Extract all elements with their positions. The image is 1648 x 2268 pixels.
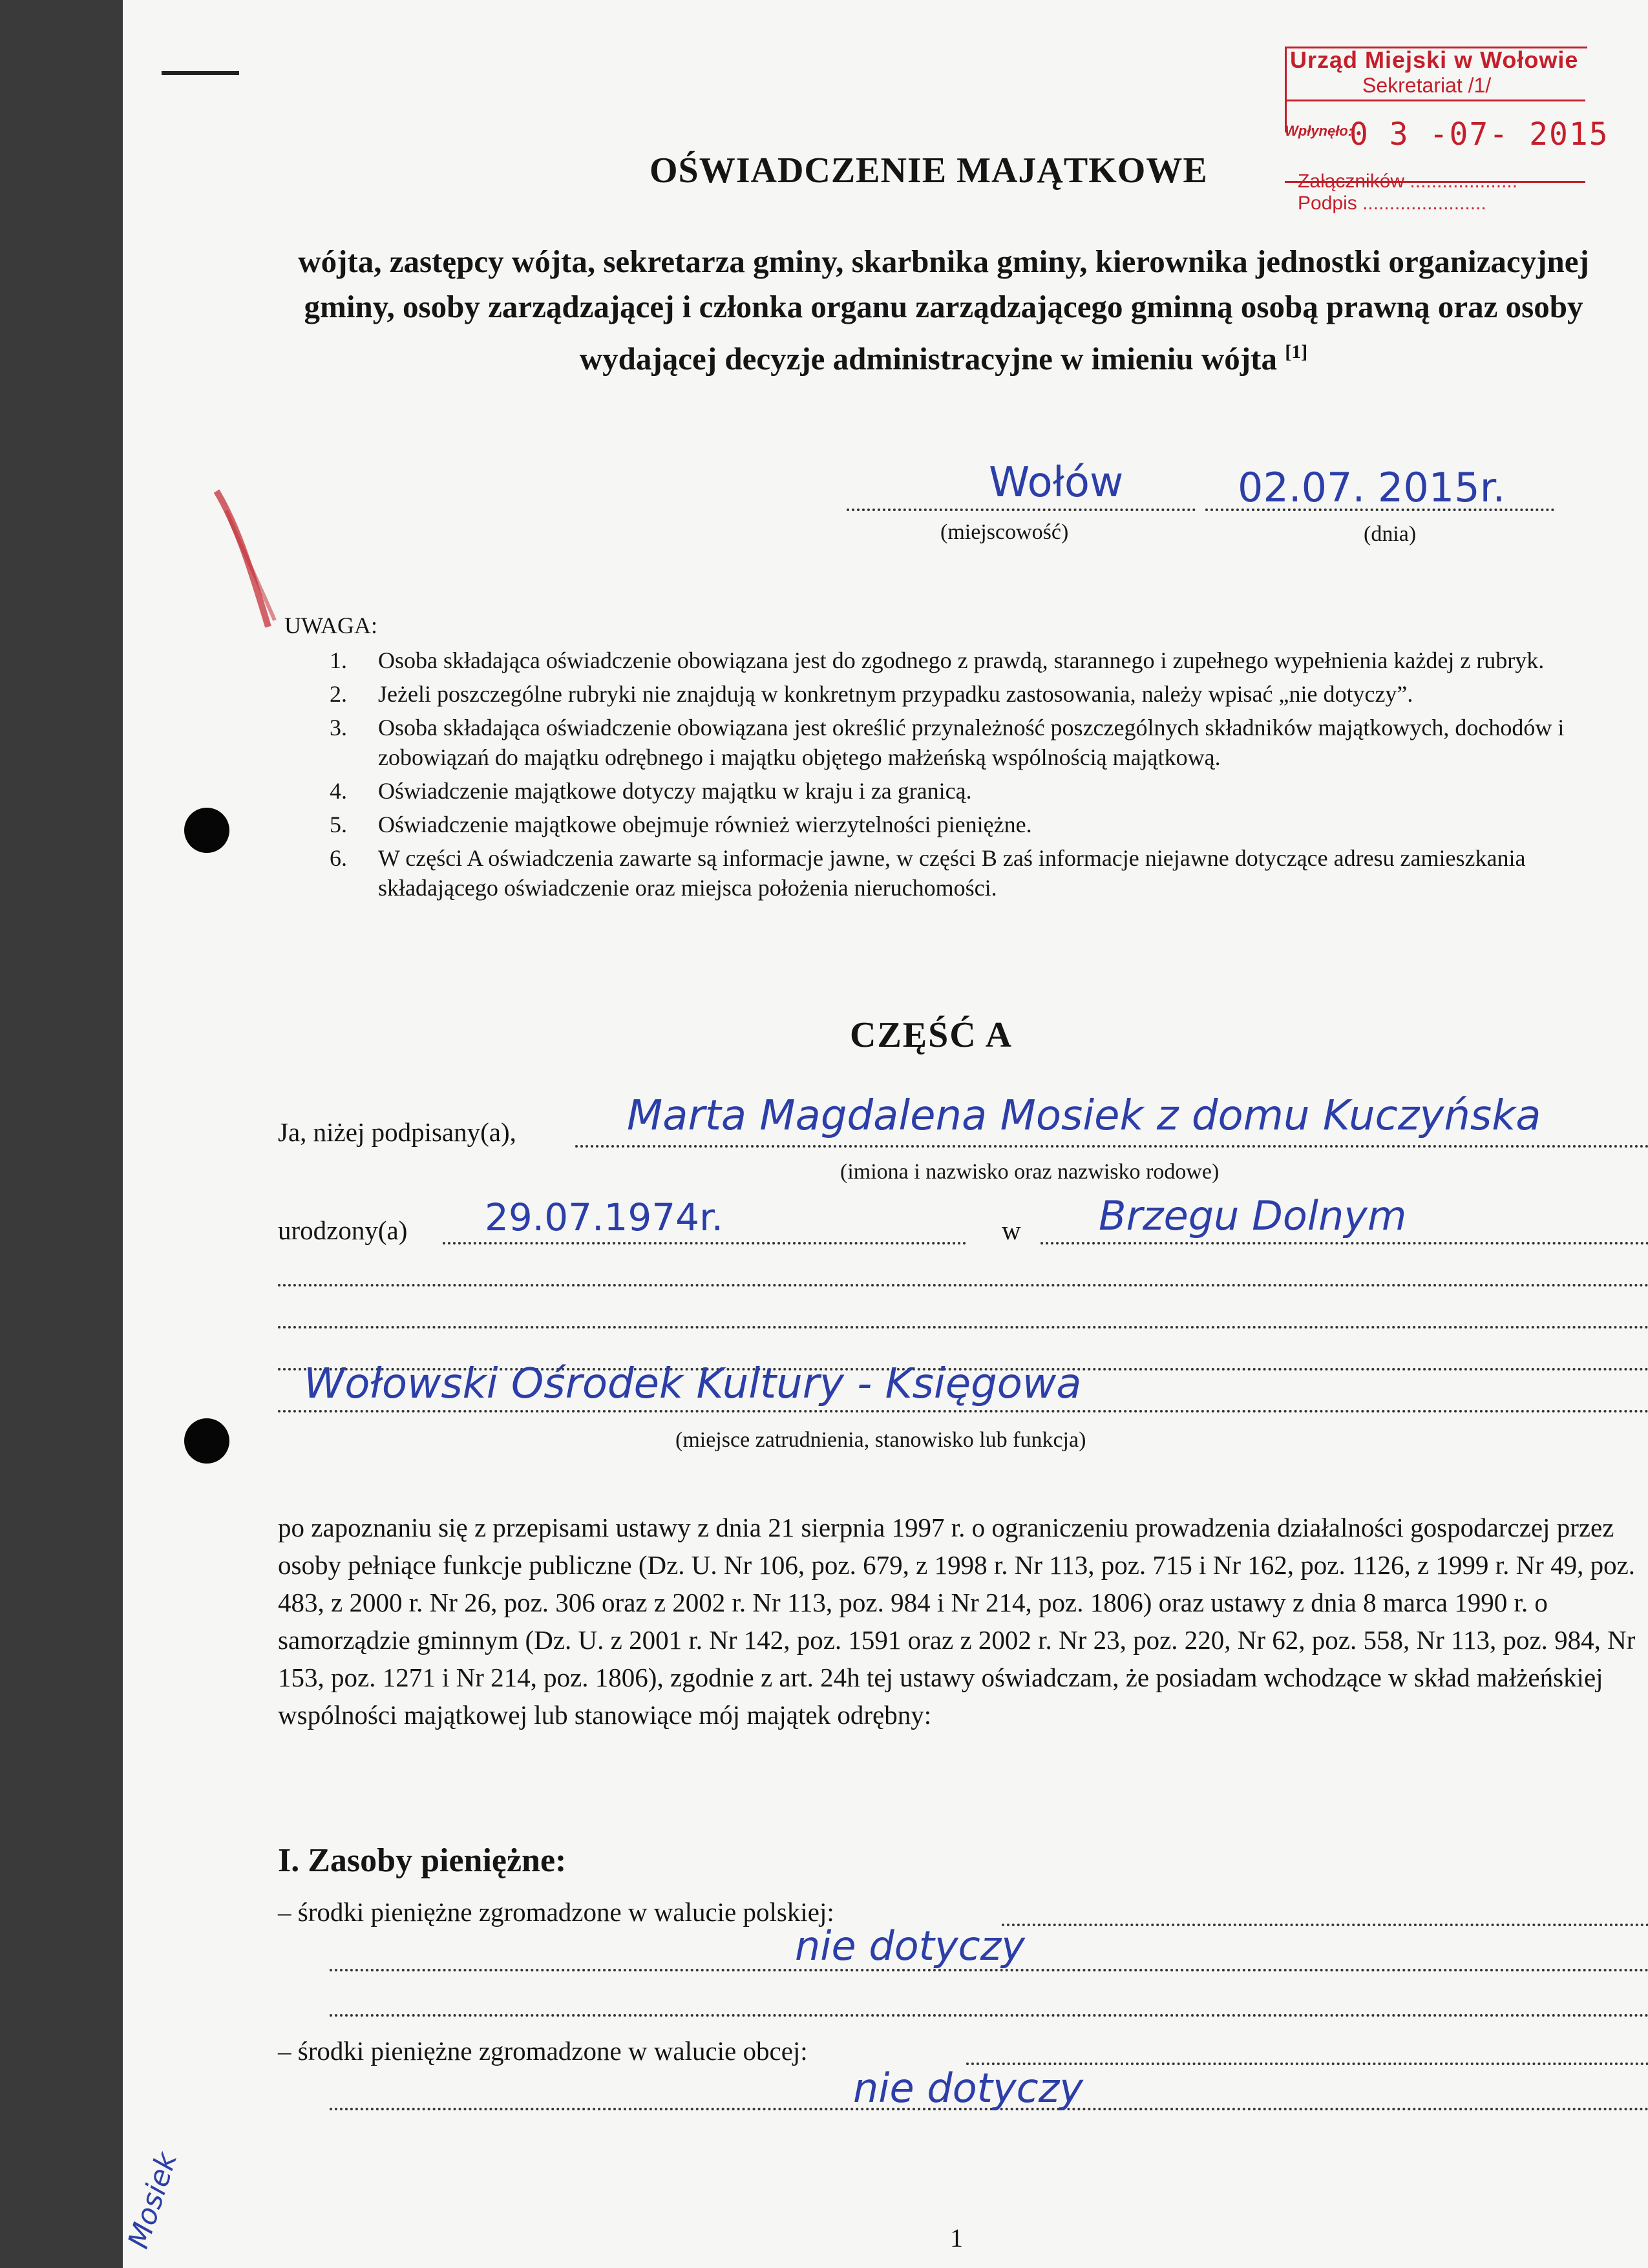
birth-date-line [443,1241,966,1244]
place-caption: (miejscowość) [940,520,1069,544]
pln-funds-label: – środki pieniężne zgromadzone w walucie polskiej: [278,1897,834,1927]
foreign-funds-label: – środki pieniężne zgromadzone w walucie obcej: [278,2036,808,2066]
statement-paragraph: po zapoznaniu się z przepisami ustawy z dnia 21 sierpnia 1997 r. o ograniczeniu prowadzenia działalności gospodarczej przez osoby pełniące funkcje publiczne (Dz. U. Nr 106, poz. 679, z 1998 r. Nr 113, poz. 715 i Nr 162, poz. 1126, z 1999 r. Nr 49, poz. 483, z 2000 r. Nr 26, poz. 306 oraz z 2002 r. Nr 113, poz. 984 i Nr 214, poz. 1806) oraz ustawy z dnia 8 marca 1990 r. o samorządzie gminnym (Dz. U. z 2001 r. Nr 142, poz. 1591 oraz z 2002 r. Nr 23, poz. 220, Nr 62, poz. 558, Nr 113, poz. 984, Nr 153, poz. 1271 i Nr 214, poz. 1806), zgodnie z art. 24h tej ustawy oświadczam, że posiadam wchodzące w skład małżeńskiej wspólności majątkowej lub stanowiące mój majątek odrębny: [278,1513,1636,1730]
place-line [847,507,1196,511]
birth-place-line [1041,1241,1648,1244]
declarant-line [575,1144,1648,1148]
stamp-divider [1285,100,1585,101]
birth-place-value: Brzegu Dolnym [1099,1192,1407,1239]
instructions-list [284,646,1577,903]
instruction-item: 1. Osoba składająca oświadczenie obowiązana jest do zgodnego z prawdą, starannego i zupełnego wypełnienia każdej z rubryk. [330,647,1545,673]
birth-label: urodzony(a) [278,1215,408,1245]
date-caption: (dnia) [1364,522,1417,546]
stamp-received-date: 0 3 -07- 2015 [1349,116,1609,152]
document-title: OŚWIADCZENIE MAJĄTKOWE [650,151,1208,191]
subtitle-text: wójta, zastępcy wójta, sekretarza gminy, skarbnika gminy, kierownika jednostki organizacyjnej gminy, osoby zarządzającej i członka organu zarządzającego gminną osobą prawną oraz osoby wydającej decyzje administracyjne w imieniu wójta [298,244,1589,377]
document-subtitle [278,239,1609,381]
stamp-signature: Podpis ....................... [1298,193,1486,214]
instruction-item: 6. W części A oświadczenia zawarte są informacje jawne, w części B zaś informacje niejawne dotyczące adresu zamieszkania składającego oświadczenie oraz miejsca położenia nieruchomości. [330,845,1526,901]
employment-line-4 [278,1409,1648,1412]
instructions-block [284,611,1577,907]
stamp-received-label: Wpłynęło: [1285,123,1353,139]
document-page [123,0,1648,2268]
red-marker-mark [210,485,288,633]
subtitle-footnote: [1] [1285,341,1308,362]
stamp-office: Urząd Miejski w Wołowie [1290,47,1579,73]
instruction-item: 3. Osoba składająca oświadczenie obowiązana jest określić przynależność poszczególnych składników majątkowych, dochodów i zobowiązań do majątku odrębnego i majątku objętego małżeńską wspólnością majątkową. [330,715,1565,770]
part-a-heading: CZĘŚĆ A [850,1015,1013,1055]
page-number: 1 [950,2223,963,2252]
birth-in-label: w [1002,1215,1021,1245]
instruction-item: 5. Oświadczenie majątkowe obejmuje również wierzytelności pieniężne. [330,812,1032,837]
employment-caption: (miejsce zatrudnienia, stanowisko lub funkcja) [675,1428,1086,1452]
pln-funds-value: nie dotyczy [795,1922,1025,1969]
employment-line-2 [278,1325,1648,1328]
employment-line-1 [278,1283,1648,1286]
instruction-item: 4. Oświadczenie majątkowe dotyczy majątku w kraju i za granicą. [330,778,972,804]
section-heading-cash: I. Zasoby pieniężne: [278,1842,567,1879]
declarant-value: Marta Magdalena Mosiek z domu Kuczyńska [627,1092,1541,1140]
stamp-department: Sekretariat /1/ [1362,74,1492,97]
pln-funds-line-1 [1002,1922,1648,1926]
margin-initials: Mosiek [121,2148,184,2252]
pln-funds-line-3 [330,2013,1648,2017]
foreign-funds-value: nie dotyczy [853,2064,1083,2112]
birth-date-value: 29.07.1974r. [485,1195,724,1239]
declarant-label: Ja, niżej podpisany(a), [278,1117,516,1147]
date-value: 02.07. 2015r. [1238,464,1506,511]
instruction-item: 2. Jeżeli poszczególne rubryki nie znajdują w konkretnym przypadku zastosowania, należy wpisać „nie dotyczy”. [330,681,1413,707]
stamp-attachments: Załączników .................... [1298,171,1518,192]
declarant-caption: (imiona i nazwisko oraz nazwisko rodowe) [840,1160,1220,1184]
punch-hole [184,1418,229,1464]
registry-stamp [1285,40,1609,234]
place-value: Wołów [989,459,1124,507]
punch-hole [184,808,229,853]
employment-value: Wołowski Ośrodek Kultury - Księgowa [304,1360,1082,1408]
instructions-heading: UWAGA: [284,613,377,638]
top-dash-mark [162,71,239,75]
